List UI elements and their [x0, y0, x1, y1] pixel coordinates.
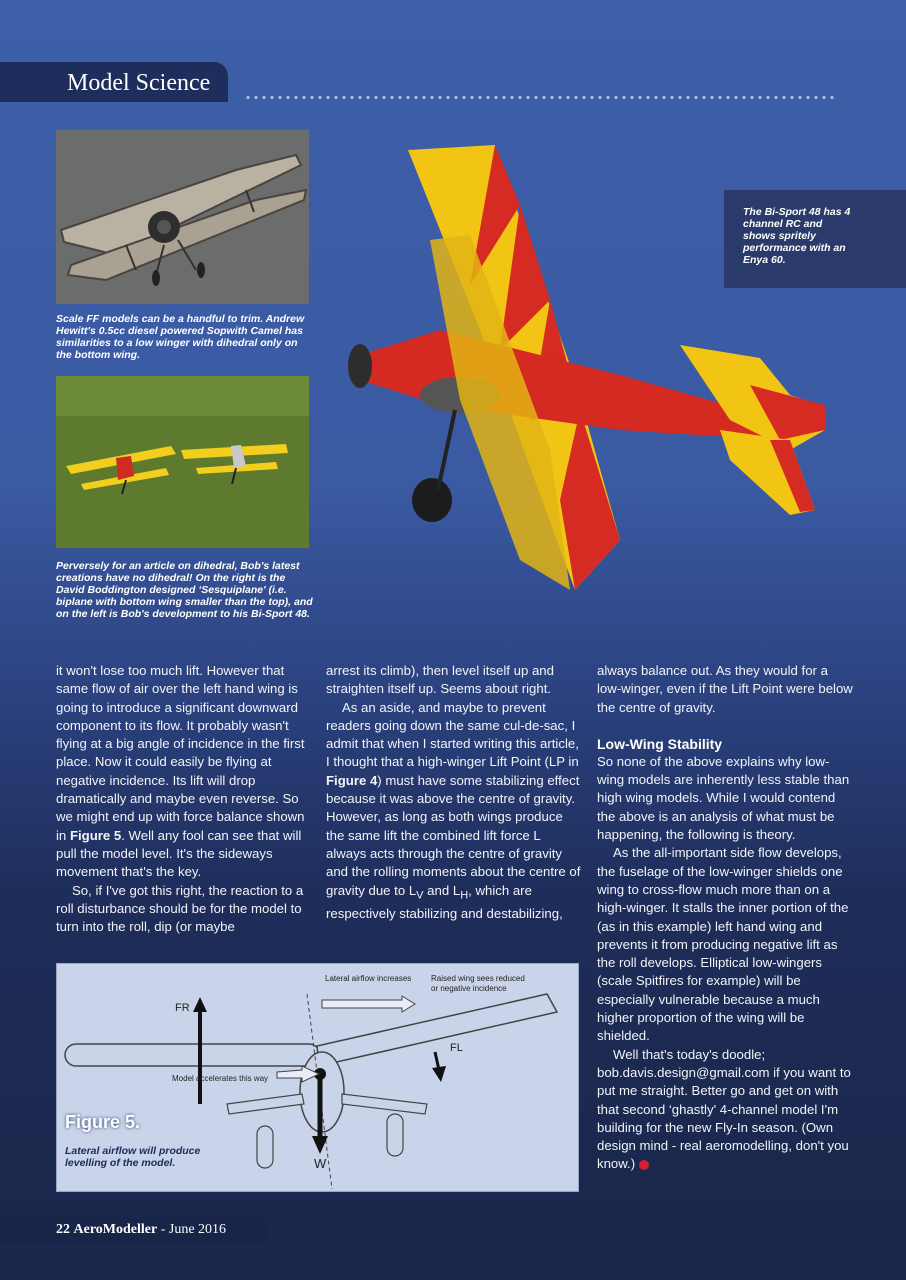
col2-text: As an aside, and maybe to prevent readers going down the same cul-de-sac, I admit that when I started writing this article, I thought that a high-winger Lift Point (LP in — [326, 699, 579, 770]
col3-paragraph-4 — [597, 1046, 853, 1174]
figure-5-title: Figure 5. — [65, 1112, 141, 1132]
dotted-rule — [244, 95, 834, 100]
raised-wing-label-2: or negative incidence — [431, 984, 507, 993]
biplanes-grass-photo — [56, 376, 309, 548]
col2-text-end: , which are respectively stabilizing and destabilizing, — [326, 882, 563, 921]
w-label: W — [314, 1156, 327, 1171]
col2-text-and: and L — [423, 882, 461, 898]
col1-text-end: . Well any fool can see that will pull the model level. It's the sideways movement that's the key. — [56, 827, 302, 880]
article-column-3 — [597, 662, 853, 1174]
page-footer — [56, 1222, 226, 1238]
fl-label: FL — [450, 1042, 463, 1054]
col3-paragraph-3: As the all-important side flow develops, the fuselage of the low-winger shields one wing to cross-flow much more than on a high-winger. It stalls the inner portion of the (as in this example) left hand wing and prevents it from producing negative lift as the roll develops. Elliptical low-wingers (scale Spitfires for example) will be especially vulnerable because a much higher proportion of the wing will be shielded. — [597, 845, 849, 1044]
end-mark-icon — [639, 1160, 649, 1170]
fr-label: FR — [175, 1002, 190, 1014]
col2-paragraph-1: arrest its climb), then level itself up and straighten itself up. Seems about right. — [326, 663, 554, 697]
sopwith-camel-photo — [56, 130, 309, 304]
col1-paragraph-1 — [56, 662, 312, 882]
col3-paragraph-2: So none of the above explains why low-wing models are inherently less stable than high wing models. While I would contend the above is an analysis of what must be happening, the following is theory. — [597, 753, 850, 843]
col3-paragraph-1: always balance out. As they would for a low-winger, even if the Lift Point were below the centre of gravity. — [597, 663, 853, 715]
issue-date: - June 2016 — [160, 1222, 227, 1237]
article-column-2 — [326, 662, 582, 923]
low-wing-stability-heading: Low-Wing Stability — [597, 735, 723, 752]
figure-5-ref: Figure 5 — [69, 827, 122, 843]
bisport-caption: The Bi-Sport 48 has 4 channel RC and shows spritely performance with an Enya 60. — [743, 206, 851, 266]
lh-subscript: H — [460, 889, 469, 902]
raised-wing-label: Raised wing sees reduced — [431, 974, 525, 983]
article-column-1 — [56, 662, 312, 936]
accelerates-label: Model accelerates this way — [172, 1074, 269, 1083]
col3-text-end: Well that's today's doodle; bob.davis.design@gmail.com if you want to put me straight. Better go and get on with that second ‘ghastly' 4-channel model I'm building for the new Fly-In season. (Own design mind - real aeromodelling, don't you know.) — [597, 1046, 851, 1172]
section-title: Model Science — [67, 70, 211, 96]
magazine-name: AeroModeller — [73, 1222, 158, 1237]
col1-text: it won't lose too much lift. However that same flow of air over the left hand wing is going to introduce a significant downward component to its flow. It probably wasn't flying at a big angle of incidence in the first place. Now it could easily be flying at negative incidence. Its lift will drop dramatically and maybe even reverse. So we might end up with force balance shown in — [56, 663, 305, 843]
figure-5-caption: Lateral airflow will produce levelling of the model. — [65, 1145, 201, 1169]
figure-4-ref: Figure 4 — [326, 772, 378, 788]
col1-paragraph-2: So, if I've got this right, the reaction to a roll disturbance should be for the model to turn into the roll, dip (or maybe — [56, 882, 304, 935]
lateral-airflow-label: Lateral airflow increases — [325, 974, 412, 983]
col2-text-mid: ) must have some stabilizing effect because it was above the centre of gravity. However, as long as both wings produce the same lift the combined lift force L always acts through the centre of gravity and the rolling moments about the centre of gravity due to L — [326, 772, 581, 898]
camel-caption: Scale FF models can be a handful to trim. Andrew Hewitt's 0.5cc diesel powered Sopwith Camel has similarities to a low winger with dihedral only on the bottom wing. — [56, 313, 305, 361]
page-number: 22 — [56, 1222, 70, 1237]
col2-paragraph-2 — [326, 699, 582, 923]
biplanes-caption: Perversely for an article on dihedral, Bob's latest creations have no dihedral! On the right is the David Boddington designed ‘Sesquiplane' (i.e. biplane with bottom wing smaller than the top), and on the left is Bob's development to his Bi-Sport 48. — [56, 560, 313, 620]
lv-subscript: V — [416, 889, 424, 902]
